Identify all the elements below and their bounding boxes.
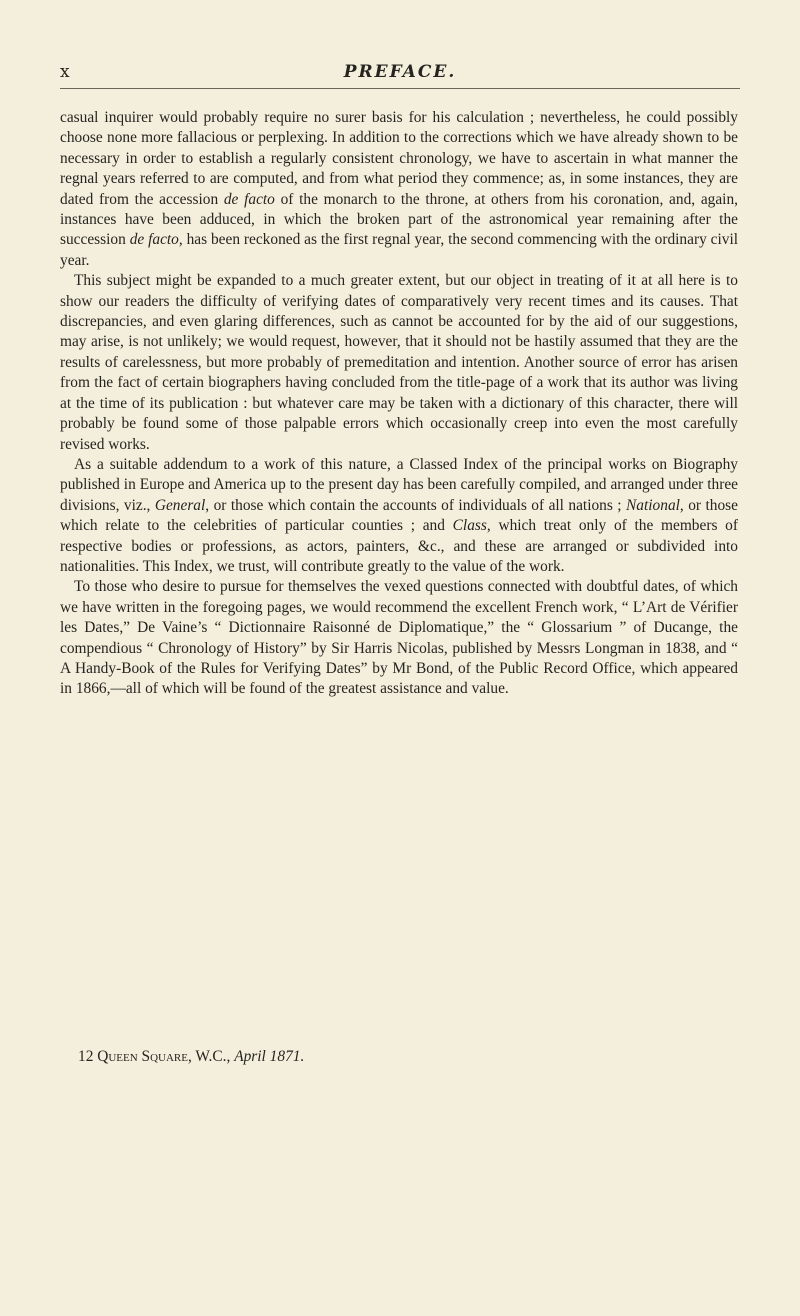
p3-italic-general: General bbox=[154, 496, 206, 514]
p1-text-1: casual inquirer would probably require no surer basis for his calculation ; nevertheless, he could possibly choose none more fallacious or perplexing. In addition to the corrections which we have already shown to be necessary in order to establish a regularly consistent chronology, we have to ascertain in what manner the regnal years referred to are computed, and from what period they commence; as, in some instances, they are dated from the accession bbox=[60, 109, 738, 208]
p1-text-3: , has been reckoned as the first regnal year, the second commencing with the ordinary civil year. bbox=[60, 231, 738, 269]
signature-number: 12 bbox=[78, 1048, 98, 1065]
signature-date: April 1871. bbox=[234, 1048, 305, 1065]
p1-italic-1: de facto bbox=[223, 190, 275, 208]
running-head bbox=[60, 62, 740, 86]
signature-street: Queen Square bbox=[97, 1048, 188, 1065]
p1-italic-2: de facto bbox=[129, 231, 179, 249]
p3-text-2: , or those which contain the accounts of individuals of all nations ; bbox=[205, 496, 627, 514]
preface-body bbox=[60, 108, 738, 700]
signature-line bbox=[78, 1048, 304, 1066]
p3-italic-national: National bbox=[626, 496, 680, 514]
p3-italic-class: Class bbox=[452, 517, 487, 535]
paragraph-3 bbox=[60, 455, 738, 577]
p3-text-1: As a suitable addendum to a work of this nature, a Classed Index of the principal works on Biography published in Europe and America up to the present day has been carefully compiled, and arranged under three divisions, viz., bbox=[60, 455, 738, 514]
paragraph-1 bbox=[60, 108, 738, 271]
header-rule bbox=[60, 88, 740, 89]
signature-district: , W.C., bbox=[188, 1048, 235, 1065]
p3-text-4: , which treat only of the members of respective bodies or professions, as actors, painters, &c., and these are arranged or subdivided into nationalities. This Index, we trust, will contribute greatly to the value of the work. bbox=[60, 517, 738, 575]
p1-text-2: of the monarch to the throne, at others from his coronation, and, again, instances have been adduced, in which the broken part of the astronomical year remaining after the succession bbox=[60, 190, 738, 249]
p3-text-3: , or those which relate to the celebrities of particular counties ; and bbox=[60, 496, 738, 535]
paragraph-2: This subject might be expanded to a much greater extent, but our object in treating of it at all here is to show our readers the difficulty of verifying dates of comparatively very recent times and its causes. That discrepancies, and even glaring differences, such as cannot be accounted for by the aid of our suggestions, may arise, is not unlikely; we would request, however, that it should not be hastily assumed that they are the results of carelessness, but more probably of premeditation and intention. Another source of error has arisen from the fact of certain biographers having concluded from the title-page of a work that its author was living at the time of its publication : but whatever care may be taken with a dictionary of this character, there will probably be found some of those palpable errors which occasionally creep into even the most carefully revised works. bbox=[60, 272, 738, 453]
page-number: x bbox=[60, 62, 71, 82]
paragraph-4: To those who desire to pursue for themselves the vexed questions connected with doubtful dates, of which we have written in the foregoing pages, we would recommend the excellent French work, “ L’Art de Vérifier les Dates,” De Vaine’s “ Dictionnaire Raisonné de Diplomatique,” the “ Glossarium ” of Ducange, the compendious “ Chronology of History” by Sir Harris Nicolas, published by Messrs Longman in 1838, and “ A Handy-Book of the Rules for Verifying Dates” by Mr Bond, of the Public Record Office, which appeared in 1866,—all of which will be found of the greatest assistance and value. bbox=[60, 578, 738, 698]
running-title: PREFACE. bbox=[343, 62, 457, 82]
